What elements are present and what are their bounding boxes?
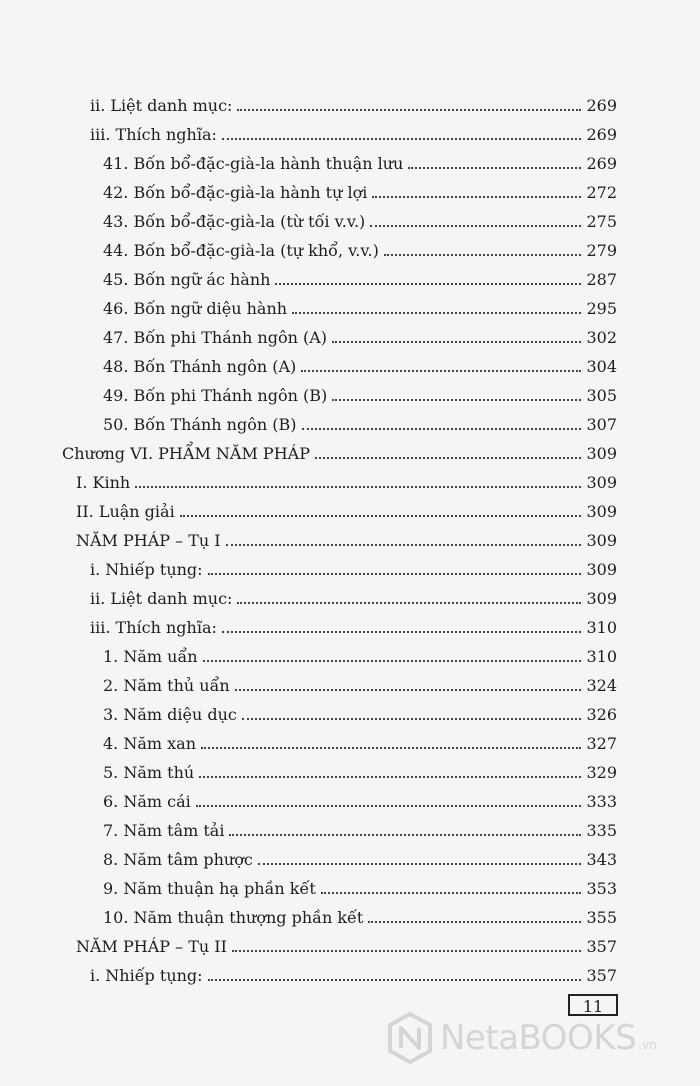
toc-entry [103,755,617,783]
toc-entry-title: 45. Bốn ngữ ác hành [103,270,271,289]
dot-leader [301,370,581,372]
toc-entry [103,291,617,319]
toc-entry [76,494,617,522]
toc-entry-page: 304 [586,357,617,376]
dot-leader [229,834,581,836]
toc-entry-title: 9. Năm thuận hạ phần kết [103,879,316,898]
dot-leader [208,979,582,981]
dot-leader [196,805,582,807]
dot-leader [237,109,581,111]
toc-entry-title: iii. Thích nghĩa: [90,125,217,144]
toc-entry-page: 329 [586,763,617,782]
dot-leader [232,950,582,952]
toc-entry-title: Chương VI. PHẨM NĂM PHÁP [62,444,310,463]
netabooks-logo-icon [386,1011,434,1065]
dot-leader [180,515,582,517]
toc-entry [103,262,617,290]
dot-leader [372,196,581,198]
toc-entry-title: 48. Bốn Thánh ngôn (A) [103,357,297,376]
watermark-suffix: .vn [638,1038,657,1052]
toc-entry-page: 343 [586,850,617,869]
toc-entry [90,88,617,116]
toc-entry-page: 357 [586,966,617,985]
toc-entry-title: 7. Năm tâm tải [103,821,225,840]
page-number: 11 [568,994,618,1016]
toc-entry-page: 309 [586,502,617,521]
toc-entry [103,784,617,812]
toc-chapter-entry [62,436,617,464]
toc-entry-title: 6. Năm cái [103,792,191,811]
dot-leader [242,718,582,720]
toc-entry-title: 47. Bốn phi Thánh ngôn (A) [103,328,328,347]
toc-entry [103,639,617,667]
toc-entry [103,349,617,377]
toc-entry-title: iii. Thích nghĩa: [90,618,217,637]
dot-leader [292,312,581,314]
dot-leader [222,138,582,140]
toc-entry [103,407,617,435]
dot-leader [222,631,582,633]
toc-entry-page: 309 [586,531,617,550]
toc-entry-page: 309 [586,560,617,579]
toc-entry-page: 287 [586,270,617,289]
toc-entry-page: 324 [586,676,617,695]
dot-leader [135,486,581,488]
toc-entry [103,842,617,870]
dot-leader [258,863,582,865]
dot-leader [302,428,582,430]
dot-leader [321,892,582,894]
toc-entry [76,465,617,493]
toc-entry-title: 49. Bốn phi Thánh ngôn (B) [103,386,328,405]
toc-entry-title: 8. Năm tâm phược [103,850,253,869]
toc-entry-page: 295 [586,299,617,318]
dot-leader [275,283,581,285]
toc-section-entry [76,929,617,957]
toc-entry-page: 327 [586,734,617,753]
toc-entry-page: 307 [586,415,617,434]
toc-entry [90,552,617,580]
toc-entry [103,871,617,899]
dot-leader [368,921,581,923]
toc-entry-title: 42. Bốn bổ-đặc-già-la hành tự lợi [103,183,368,202]
dot-leader [384,254,582,256]
toc-entry-page: 355 [586,908,617,927]
toc-entry-title: i. Nhiếp tụng: [90,560,203,579]
toc-entry-title: 3. Năm diệu dục [103,705,237,724]
toc-entry-title: NĂM PHÁP – Tụ II [76,937,227,956]
dot-leader [203,660,582,662]
toc-entry-page: 305 [586,386,617,405]
toc-entry-page: 269 [586,154,617,173]
toc-entry-page: 272 [586,183,617,202]
toc-entry-title: 44. Bốn bổ-đặc-già-la (tự khổ, v.v.) [103,241,379,260]
dot-leader [208,573,582,575]
dot-leader [315,457,581,459]
dot-leader [201,747,581,749]
dot-leader [408,167,581,169]
toc-entry-page: 309 [586,444,617,463]
toc-entry-title: ii. Liệt danh mục: [90,96,233,115]
toc-entry-title: ii. Liệt danh mục: [90,589,233,608]
toc-entry-page: 333 [586,792,617,811]
toc-entry [103,668,617,696]
toc-entry-title: 10. Năm thuận thượng phần kết [103,908,364,927]
toc-entry-title: II. Luận giải [76,502,175,521]
toc-entry-title: NĂM PHÁP – Tụ I [76,531,221,550]
toc-entry [103,697,617,725]
toc-entry-title: I. Kinh [76,473,131,492]
toc-entry-page: 269 [586,125,617,144]
toc-entry-title: 41. Bốn bổ-đặc-già-la hành thuận lưu [103,154,404,173]
toc-entry [103,233,617,261]
toc-entry-page: 310 [586,618,617,637]
toc-entry-page: 310 [586,647,617,666]
dot-leader [226,544,582,546]
toc-entry [90,610,617,638]
toc-entry-page: 302 [586,328,617,347]
toc-entry-title: 5. Năm thú [103,763,195,782]
toc-entry [103,175,617,203]
toc-entry [103,900,617,928]
toc-entry-page: 309 [586,473,617,492]
toc-entry-page: 335 [586,821,617,840]
toc-entry-page: 269 [586,96,617,115]
toc-entry-page: 279 [586,241,617,260]
toc-entry-title: 1. Năm uẩn [103,647,198,666]
toc-entry [103,146,617,174]
toc-entry-title: 43. Bốn bổ-đặc-già-la (từ tối v.v.) [103,212,366,231]
toc-entry [103,204,617,232]
watermark [386,1006,657,1070]
dot-leader [332,399,581,401]
toc-entry [103,726,617,754]
toc-section-entry [76,523,617,551]
dot-leader [237,602,581,604]
dot-leader [332,341,581,343]
toc-entry-title: 2. Năm thủ uẩn [103,676,230,695]
toc-entry-page: 326 [586,705,617,724]
toc-entry-title: i. Nhiếp tụng: [90,966,203,985]
dot-leader [199,776,581,778]
watermark-brand: NetaBOOKS [440,1018,637,1058]
dot-leader [370,225,581,227]
toc-entry-title: 4. Năm xan [103,734,197,753]
toc-entry [103,813,617,841]
toc-entry-page: 275 [586,212,617,231]
toc-entry [90,958,617,986]
toc-entry-page: 357 [586,937,617,956]
dot-leader [235,689,582,691]
toc-entry [90,581,617,609]
toc-entry-page: 353 [586,879,617,898]
toc-entry-title: 46. Bốn ngữ diệu hành [103,299,288,318]
toc-entry [103,320,617,348]
toc-entry [90,117,617,145]
toc-entry-page: 309 [586,589,617,608]
toc-entry [103,378,617,406]
toc-entry-title: 50. Bốn Thánh ngôn (B) [103,415,297,434]
